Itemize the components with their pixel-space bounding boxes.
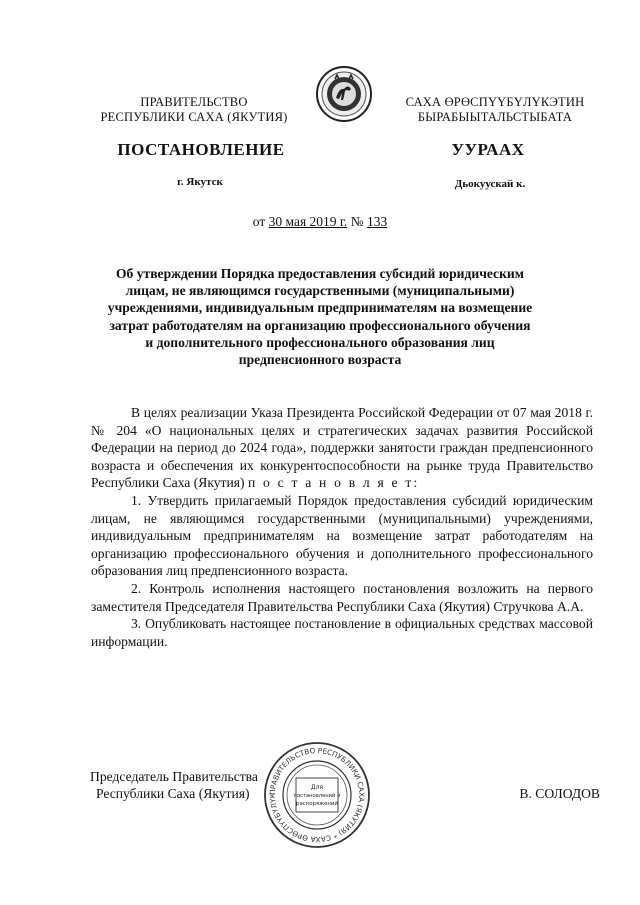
official-seal [258, 733, 372, 850]
signatory-position [90, 768, 290, 802]
coat-of-arms-icon [315, 65, 373, 123]
intro-text: В целях реализации Указа Президента Российской Федерации от 07 мая 2018 г. № 204 «О национальных целях и стратегических задачах развития Российской Федерации на период до 2024 года», поддержки занятости граждан предпенсионного возраста и обеспечения их конкурентоспособности на рынке труда Правительство Республики Саха (Якутия) [91, 405, 593, 491]
government-name-sah-line1: САХА ӨРӨСПҮҮБҮЛҮКЭТИН [405, 95, 585, 109]
signatory-name: В. СОЛОДОВ [519, 786, 600, 801]
city-ru: г. Якутск [177, 176, 223, 188]
government-name-ru [96, 95, 292, 125]
intro-paragraph [91, 404, 593, 492]
title-line: затрат работодателям на организацию профессионального обучения [109, 317, 531, 333]
seal-inner-line1: Для [310, 784, 324, 791]
signatory-position-line1: Председатель Правительства [90, 769, 258, 784]
title-line: и дополнительного профессионального образования лиц [145, 334, 495, 350]
title-line: лицам, не являющимся государственными (муниципальными) [125, 283, 515, 299]
government-name-sah [390, 95, 600, 125]
government-name-ru-line1: ПРАВИТЕЛЬСТВО [140, 95, 248, 109]
document-title [96, 265, 544, 368]
date-value: 30 мая 2019 г. [268, 214, 348, 229]
item-3: 3. Опубликовать настоящее постановление в официальных средствах массовой информации. [91, 616, 593, 649]
doc-number: 133 [366, 214, 388, 229]
item-1: 1. Утвердить прилагаемый Порядок предоставления субсидий юридическим лицам, не являющимся государственными (муниципальными) учреждениями, индивидуальным предпринимателям на возмещение затрат работодателям на организацию профессионального обучения и дополнительного профессионального образования лиц предпенсионного возраста. [91, 492, 593, 579]
document-body [91, 404, 593, 650]
title-line: Об утверждении Порядка предоставления субсидий юридическим [115, 266, 525, 281]
doc-type-ru: ПОСТАНОВЛЕНИЕ [117, 140, 285, 159]
number-sign: № [350, 214, 364, 229]
date-line [210, 214, 430, 230]
government-name-sah-line2: БЫРАБЫЫТАЛЬСТЫБАТА [417, 110, 573, 124]
seal-outer-text: ПРАВИТЕЛЬСТВО РЕСПУБЛИКИ САХА (ЯКУТИЯ) * САХА ӨРӨСПҮҮБҮЛҮКЭТИН БЫРАБЫЫТАЛЬСТЫБАТА * [258, 733, 367, 845]
signatory-position-line2: Республики Саха (Якутия) [96, 786, 250, 801]
date-prefix: от [252, 214, 266, 229]
item-2: 2. Контроль исполнения настоящего постановления возложить на первого заместителя Председателя Правительства Республики Саха (Якутия) Стручкова А.А. [91, 580, 593, 614]
resolves-word: п о с т а н о в л я е т: [247, 475, 420, 491]
seal-inner-line3: распоряжений [296, 801, 338, 807]
city-sah: Дьокуускай к. [454, 178, 526, 190]
government-name-ru-line2: РЕСПУБЛИКИ САХА (ЯКУТИЯ) [100, 110, 288, 124]
title-line: предпенсионного возраста [238, 352, 402, 368]
title-line: учреждениями, индивидуальным предпринимателям на возмещение [107, 300, 533, 316]
doc-type-sah: УУРААХ [451, 140, 525, 159]
seal-inner-line2: постановлений и [293, 793, 341, 799]
